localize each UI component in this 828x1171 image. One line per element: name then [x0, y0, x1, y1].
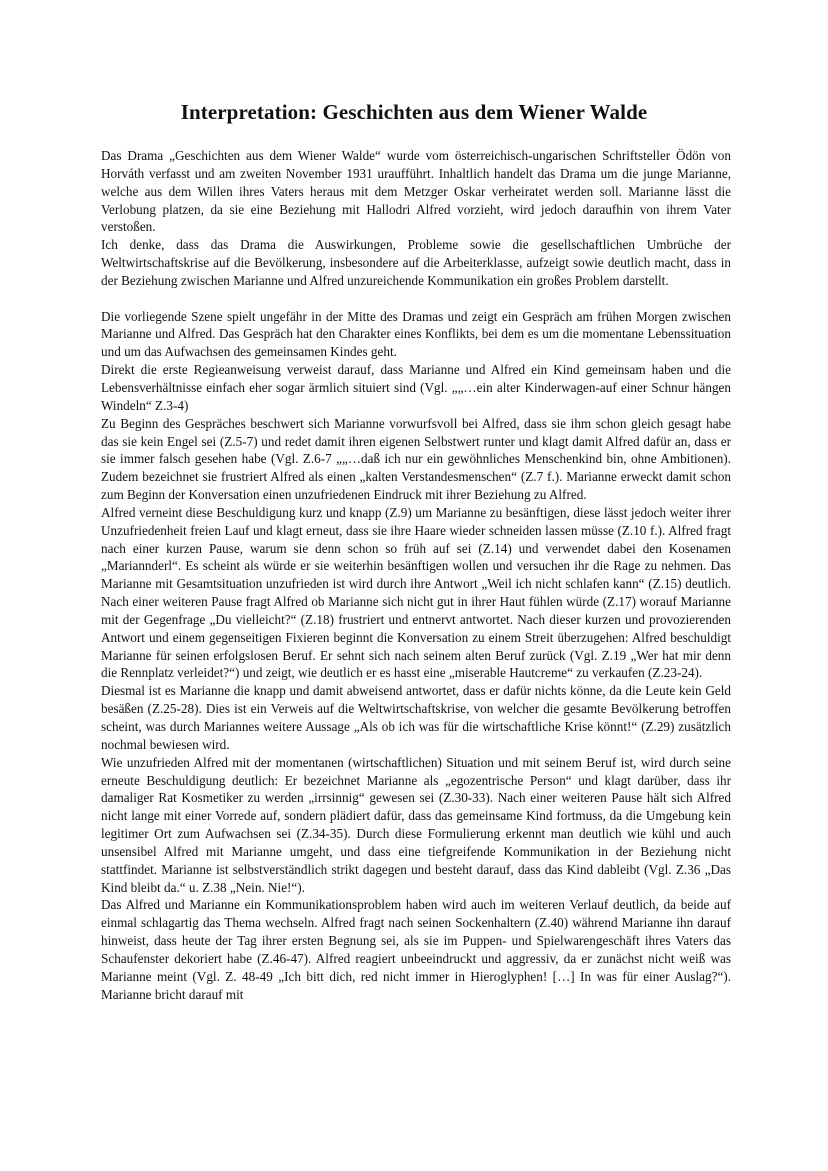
- paragraph-alfred-accusation: Wie unzufrieden Alfred mit der momentanen (wirtschaftlichen) Situation und mit seinem Beruf ist, wird durch seine erneute Beschuldigung deutlich: Er bezeichnet Marianne als „egozentrische Person“ und klagt darüber, dass ihr damaliger Rat Kosmetiker zu werden „irrsinnig“ gewesen sei (Z.30-33). Nach einer weiteren Pause hält sich Alfred nicht lange mit einer Vorrede auf, sondern plädiert dafür, dass das gemeinsame Kind fortmuss, da die Umgebung kein legitimer Ort zum Aufwachsen sei (Z.34-35). Durch diese Formulierung erkennt man deutlich wie kühl und auch unsensibel Alfred mit Marianne umgeht, und dass eine tiefgreifende Kommunikation in der Beziehung nicht stattfindet. Marianne ist selbstverständlich strikt dagegen und besteht darauf, dass das Kind dableibt (Vgl. Z.36 „Das Kind bleibt da.“ u. Z.38 „Nein. Nie!“).: [101, 754, 731, 895]
- paragraph-economic-crisis: Diesmal ist es Marianne die knapp und damit abweisend antwortet, dass er dafür nichts könne, da die Leute kein Geld besäßen (Z.25-28). Dies ist ein Verweis auf die Weltwirtschaftskrise, von welcher die gesamte Bevölkerung betroffen scheint, was durch Mariannes weitere Aussage „Als ob ich was für die wirtschaftliche Krise könnt!“ (Z.29) zusätzlich nochmal bewiesen wird.: [101, 683, 731, 752]
- paragraph-communication-problem: Das Alfred und Marianne ein Kommunikationsproblem haben wird auch im weiteren Verlauf deutlich, da beide auf einmal schlagartig das Thema wechseln. Alfred fragt nach seinen Sockenhaltern (Z.40) während Marianne ihn darauf hinweist, dass heute der Tag ihrer ersten Begnung sei, als sie im Puppen- und Spielwarengeschäft ihres Vaters das Schaufenster dekoriert habe (Z.46-47). Alfred reagiert unbeeindruckt und aggressiv, da er zunächst nicht weiß was Marianne meint (Vgl. Z. 48-49 „Ich bitt dich, red nicht immer in Hieroglyphen! […] In was für einer Auslag?“). Marianne bricht darauf mit: [101, 897, 731, 1002]
- paragraph-scene-overview: Die vorliegende Szene spielt ungefähr in der Mitte des Dramas und zeigt ein Gespräch am frühen Morgen zwischen Marianne und Alfred. Das Gespräch hat den Charakter eines Konflikts, bei dem es um die momentane Lebenssituation und um das Aufwachsen des gemeinsamen Kindes geht.: [101, 308, 731, 360]
- paragraph-alfred-denial: Alfred verneint diese Beschuldigung kurz und knapp (Z.9) um Marianne zu besänftigen, diese lässt jedoch weiter ihrer Unzufriedenheit freien Lauf und klagt erneut, dass sie ihre Haare wieder schneiden lassen müsse (Z.10 f.). Alfred fragt nach einer kurzen Pause, warum sie denn schon so früh auf sei (Z.14) und verwendet dabei den Kosenamen „Mariannderl“. Es scheint als würde er sie weiterhin besänftigen wollen und versuchen ihr die Rage zu nehmen. Das Marianne mit Gesamtsituation unzufrieden ist wird durch ihre Antwort „Weil ich nicht schlafen kann“ (Z.15) deutlich. Nach einer weiteren Pause fragt Alfred ob Marianne sich nicht gut in ihrer Haut fühlen würde (Z.17) worauf Marianne mit der Gegenfrage „Du vielleicht?“ (Z.18) frustriert und entnervt antwortet. Nach dieser kurzen und provozierenden Antwort und einem gegenseitigen Fixieren beginnt die Konversation zu einem Streit überzugehen: Alfred beschuldigt Marianne für seinen erfolgslosen Beruf. Er sehnt sich nach seinem alten Beruf zurück (Vgl. Z.19 „Wer hat mir denn die Rennplatz verleidet?“) und zeigt, wie deutlich er es hasst eine „miserable Hautcreme“ zu verkaufen (Z.23-24).: [101, 504, 731, 681]
- document-body: [101, 147, 731, 1004]
- paragraph-thesis: Ich denke, dass das Drama die Auswirkungen, Probleme sowie die gesellschaftlichen Umbrüche der Weltwirtschaftskrise auf die Bevölkerung, insbesondere auf die Arbeiterklasse, aufzeigt sowie deutlich macht, dass in der Beziehung zwischen Marianne und Alfred unzureichende Kommunikation ein großes Problem darstellt.: [101, 237, 731, 288]
- paragraph-stage-direction: Direkt die erste Regieanweisung verweist darauf, dass Marianne und Alfred ein Kind gemeinsam haben und die Lebensverhältnisse einfach eher sogar ärmlich situiert sind (Vgl. „„…ein alter Kinderwagen-auf einer Schnur hängen Windeln“ Z.3-4): [101, 362, 731, 413]
- page-title: Interpretation: Geschichten aus dem Wiener Walde: [180, 100, 648, 124]
- paragraph-introduction: Das Drama „Geschichten aus dem Wiener Walde“ wurde vom österreichisch-ungarischen Schriftsteller Ödön von Horváth verfasst und am zweiten November 1931 uraufführt. Inhaltlich handelt das Drama um die junge Marianne, welche aus dem Willen ihres Vaters heraus mit dem Metzger Oskar verheiratet werden soll. Marianne lässt die Verlobung platzen, da sie eine Beziehung mit Hallodri Alfred vorzieht, wird jedoch daraufhin von ihrem Vater verstoßen.: [101, 148, 731, 235]
- paragraph-conversation-start: Zu Beginn des Gespräches beschwert sich Marianne vorwurfsvoll bei Alfred, dass sie ihm schon gleich gesagt habe das sie kein Engel sei (Z.5-7) und redet damit ihren eigenen Selbstwert runter und klagt damit Alfred dafür an, dass er sie immer falsch gesehen habe (Vgl. Z.6-7 „„…daß ich nur ein gewöhnliches Menschenkind bin, ohne Ambitionen). Zudem bezeichnet sie frustriert Alfred als einen „kalten Verstandesmenschen“ (Z.7 f.). Marianne erweckt damit schon zum Beginn der Konversation einen unzufriedenen Eindruck mit ihrer Beziehung zu Alfred.: [101, 415, 731, 503]
